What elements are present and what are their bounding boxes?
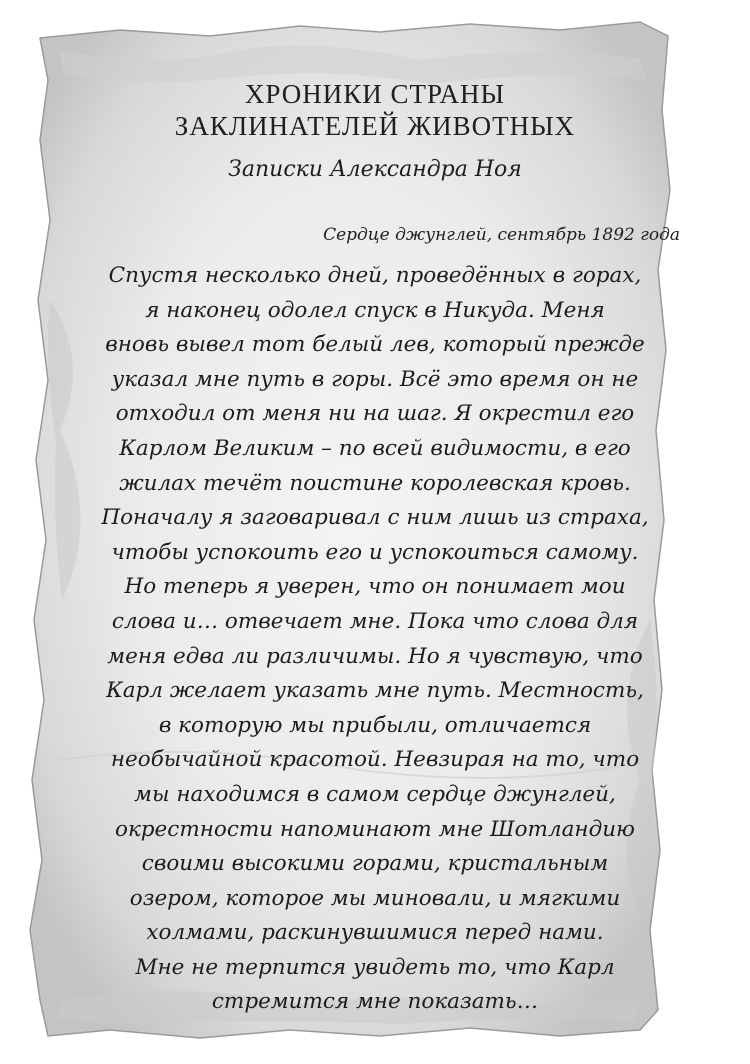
body-line: отходил от меня ни на шаг. Я окрестил его (115, 401, 635, 427)
body-line: в которую мы прибыли, отличается (158, 712, 592, 738)
title-line-1: ХРОНИКИ СТРАНЫ (244, 79, 506, 109)
body-line: Карлом Великим – по всей видимости, в его (119, 435, 631, 461)
letter-body (70, 259, 680, 1020)
body-line: Мне не терпится увидеть то, что Карл (135, 954, 615, 980)
subtitle: Записки Александра Ноя (228, 157, 522, 182)
body-line: слова и… отвечает мне. Пока что слова для (111, 608, 639, 634)
body-line: своими высокими горами, кристальным (141, 851, 609, 877)
body-line: вновь вывел тот белый лев, который прежде (105, 332, 645, 358)
body-line: Поначалу я заговаривал с ним лишь из страха, (101, 505, 649, 531)
body-line: стремится мне показать… (211, 989, 539, 1015)
body-line: озером, которое мы миновали, и мягкими (129, 885, 621, 911)
body-line: необычайной красотой. Невзирая на то, что (110, 747, 640, 773)
letter-content (70, 0, 680, 1064)
body-line: Спустя несколько дней, проведённых в горах, (108, 263, 642, 288)
page-title (70, 78, 680, 142)
dateline: Сердце джунглей, сентябрь 1892 года (323, 225, 680, 245)
body-line: мы находимся в самом сердце джунглей, (134, 781, 616, 807)
body-line: чтобы успокоить его и успокоиться самому. (111, 539, 639, 565)
body-line: меня едва ли различимы. Но я чувствую, что (107, 643, 643, 669)
body-line: я наконец одолел спуск в Никуда. Меня (145, 297, 605, 323)
body-line: указал мне путь в горы. Всё это время он не (111, 366, 639, 392)
body-line: холмами, раскинувшимися перед нами. (146, 920, 604, 946)
body-line: Но теперь я уверен, что он понимает мои (124, 574, 626, 600)
body-line: жилах течёт поистине королевская кровь. (119, 470, 631, 496)
body-line: Карл желает указать мне путь. Местность, (106, 678, 644, 704)
body-line: окрестности напоминают мне Шотландию (115, 816, 635, 842)
title-line-2: ЗАКЛИНАТЕЛЕЙ ЖИВОТНЫХ (174, 111, 576, 141)
